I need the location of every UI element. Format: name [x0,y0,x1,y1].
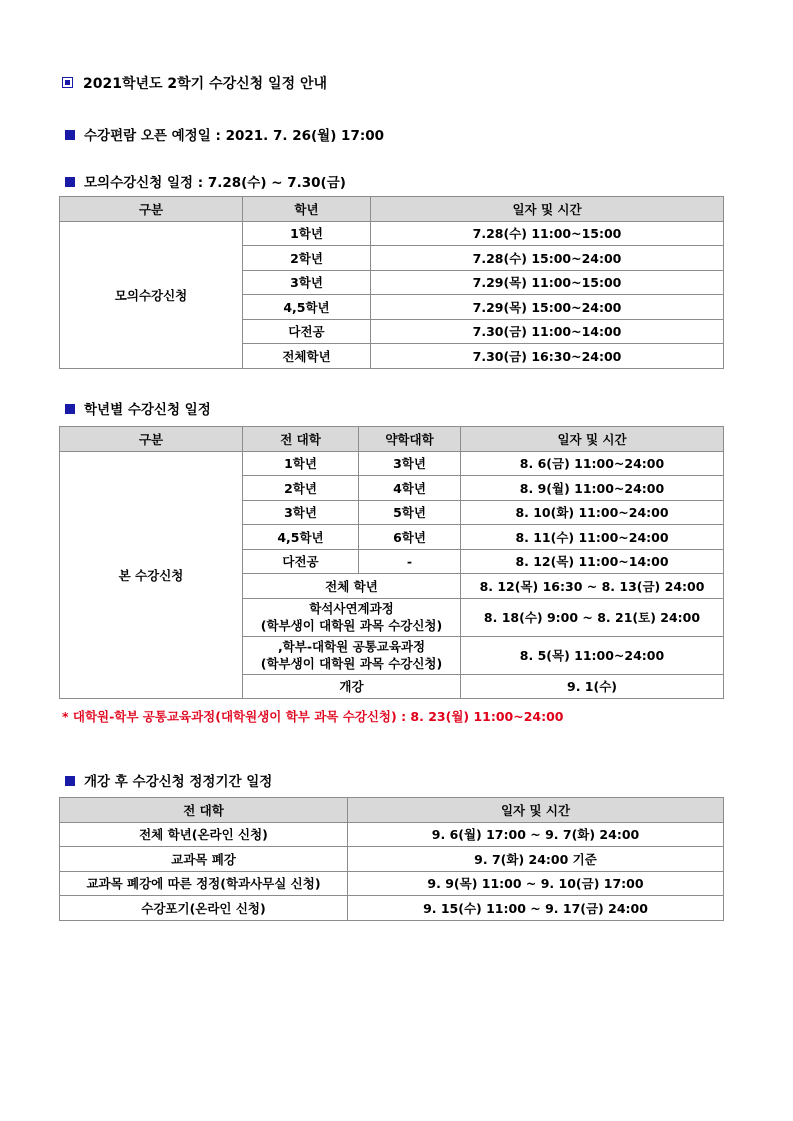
time-cell: 9. 7(화) 24:00 기준 [348,847,724,872]
correction-schedule-table [59,797,724,921]
time-cell: 7.28(수) 11:00~15:00 [371,221,724,246]
table-row [60,451,724,476]
item-cell: 교과목 폐강 [60,847,348,872]
time-cell: 8. 6(금) 11:00~24:00 [461,451,724,476]
table-header-row [60,197,724,222]
pharm-grade-cell: - [359,549,461,574]
label-line: 학석사연계과정 [309,601,394,616]
item-cell: 수강포기(온라인 신청) [60,896,348,921]
time-cell: 7.30(금) 16:30~24:00 [371,344,724,369]
merged-label-cell: 개강 [243,674,461,699]
header-time: 일자 및 시간 [348,798,724,823]
merged-label-cell: 전체 학년 [243,574,461,599]
time-cell: 9. 9(목) 11:00 ~ 9. 10(금) 17:00 [348,871,724,896]
time-cell: 9. 1(수) [461,674,724,699]
item-cell: 전체 학년(온라인 신청) [60,822,348,847]
merged-label-cell [243,598,461,636]
grade-cell: 1학년 [243,221,371,246]
pharm-grade-cell: 3학년 [359,451,461,476]
by-grade-heading-text: 학년별 수강신청 일정 [84,402,211,418]
table-header-row [60,798,724,823]
square-bullet-icon [65,130,75,140]
all-grade-cell: 3학년 [243,500,359,525]
header-grade: 학년 [243,197,371,222]
merged-label-cell [243,636,461,674]
main-schedule-table [59,426,724,699]
time-cell: 7.28(수) 15:00~24:00 [371,246,724,271]
time-cell: 7.30(금) 11:00~14:00 [371,319,724,344]
square-bullet-icon [65,404,75,414]
pharm-grade-cell: 5학년 [359,500,461,525]
time-cell: 8. 5(목) 11:00~24:00 [461,636,724,674]
all-grade-cell: 4,5학년 [243,525,359,550]
grade-cell: 3학년 [243,270,371,295]
time-cell: 9. 15(수) 11:00 ~ 9. 17(금) 24:00 [348,896,724,921]
header-category: 구분 [60,197,243,222]
after-start-heading-text: 개강 후 수강신청 정정기간 일정 [84,774,273,790]
mock-schedule-table [59,196,724,369]
time-cell: 7.29(목) 15:00~24:00 [371,295,724,320]
mock-heading [62,171,346,191]
square-bullet-icon [62,77,73,88]
time-cell: 8. 12(목) 16:30 ~ 8. 13(금) 24:00 [461,574,724,599]
label-line: (학부생이 대학원 과목 수강신청) [260,618,443,633]
catalog-open-heading [62,124,384,144]
item-cell: 교과목 폐강에 따른 정정(학과사무실 신청) [60,871,348,896]
time-cell: 9. 6(월) 17:00 ~ 9. 7(화) 24:00 [348,822,724,847]
grade-cell: 4,5학년 [243,295,371,320]
grade-cell: 2학년 [243,246,371,271]
label-line: ,학부-대학원 공통교육과정 [277,639,426,654]
all-grade-cell: 다전공 [243,549,359,574]
mock-category-cell: 모의수강신청 [60,221,243,368]
mock-heading-text: 모의수강신청 일정 : 7.28(수) ~ 7.30(금) [84,175,346,191]
page-title-text: 2021학년도 2학기 수강신청 일정 안내 [83,76,328,92]
time-cell: 8. 11(수) 11:00~24:00 [461,525,724,550]
header-category: 구분 [60,427,243,452]
time-cell: 8. 9(월) 11:00~24:00 [461,476,724,501]
table-row [60,221,724,246]
header-time: 일자 및 시간 [371,197,724,222]
catalog-open-text: 수강편람 오픈 예정일 : 2021. 7. 26(월) 17:00 [84,128,385,144]
table-row [60,896,724,921]
header-pharmacy: 약학대학 [359,427,461,452]
table-row [60,847,724,872]
by-grade-heading [62,398,211,418]
pharm-grade-cell: 6학년 [359,525,461,550]
grade-cell: 다전공 [243,319,371,344]
header-time: 일자 및 시간 [461,427,724,452]
table-row [60,822,724,847]
page-title [62,73,327,93]
header-all-colleges: 전 대학 [243,427,359,452]
time-cell: 8. 18(수) 9:00 ~ 8. 21(토) 24:00 [461,598,724,636]
grade-cell: 전체학년 [243,344,371,369]
time-cell: 8. 12(목) 11:00~14:00 [461,549,724,574]
header-all-colleges: 전 대학 [60,798,348,823]
time-cell: 7.29(목) 11:00~15:00 [371,270,724,295]
main-category-cell: 본 수강신청 [60,451,243,699]
table-header-row [60,427,724,452]
note-text: * 대학원-학부 공통교육과정(대학원생이 학부 과목 수강신청) : 8. 23(월) 11:00~24:00 [62,709,564,724]
after-start-heading [62,770,272,790]
all-grade-cell: 1학년 [243,451,359,476]
all-grade-cell: 2학년 [243,476,359,501]
label-line: (학부생이 대학원 과목 수강신청) [260,656,443,671]
pharm-grade-cell: 4학년 [359,476,461,501]
square-bullet-icon [65,177,75,187]
time-cell: 8. 10(화) 11:00~24:00 [461,500,724,525]
table-row [60,871,724,896]
square-bullet-icon [65,776,75,786]
